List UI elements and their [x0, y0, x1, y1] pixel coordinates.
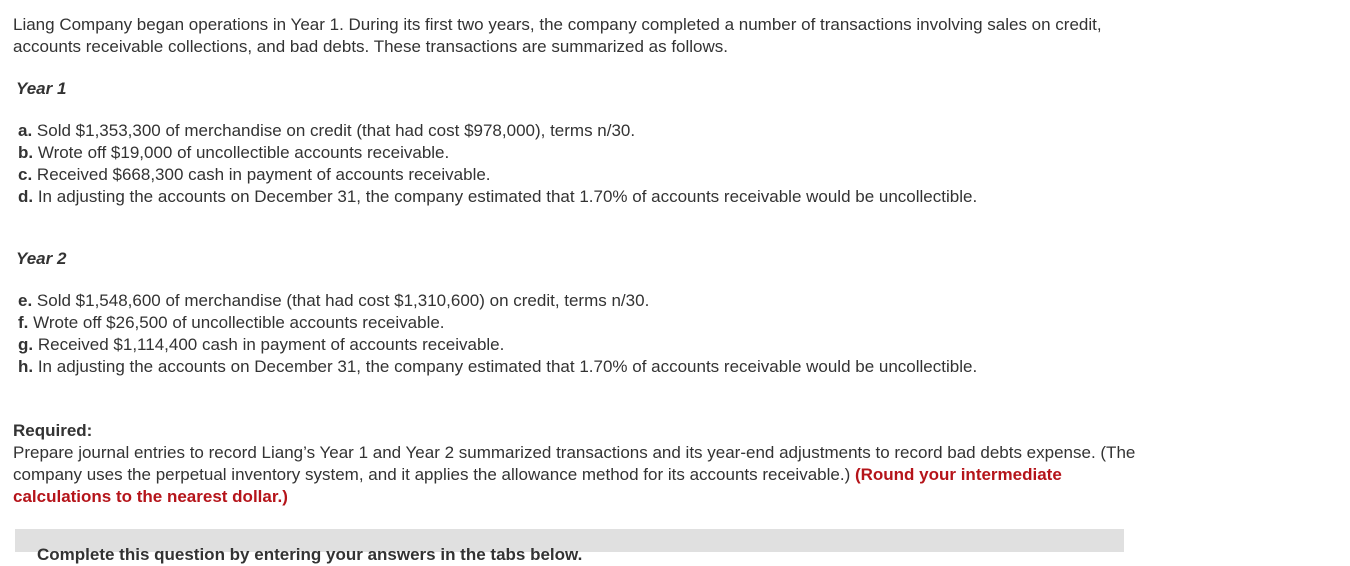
transaction-text: Wrote off $19,000 of uncollectible accounts receivable. — [33, 143, 450, 162]
required-text: Prepare journal entries to record Liang’s Year 1 and Year 2 summarized transactions and its year-end adjustments to record bad debts expense. (The company uses the perpetual inventory system, and it applies the allowance method for its accounts receivable.) — [13, 443, 1136, 484]
transaction-letter: h. — [18, 357, 34, 376]
transaction-text: In adjusting the accounts on December 31, the company estimated that 1.70% of accounts receivable would be uncollectible. — [33, 187, 978, 206]
transaction-item-f — [18, 312, 1143, 334]
transaction-item-h — [18, 356, 1143, 378]
transaction-letter: b. — [18, 143, 34, 162]
answer-tabs-banner — [15, 529, 1124, 564]
transaction-item-c — [18, 164, 1143, 186]
transaction-letter: f. — [18, 313, 29, 332]
required-label: Required: — [13, 421, 93, 440]
transaction-text: Received $668,300 cash in payment of accounts receivable. — [32, 165, 491, 184]
required-instructions — [13, 442, 1141, 508]
required-section — [13, 420, 1143, 508]
transaction-item-d — [18, 186, 1143, 208]
answer-tabs-instruction: Complete this question by entering your answers in the tabs below. — [37, 545, 583, 564]
transaction-letter: a. — [18, 121, 33, 140]
transaction-text: Wrote off $26,500 of uncollectible accounts receivable. — [28, 313, 445, 332]
transaction-item-g — [18, 334, 1143, 356]
transaction-letter: g. — [18, 335, 34, 354]
year1-transaction-list — [13, 120, 1143, 208]
transaction-text: Received $1,114,400 cash in payment of accounts receivable. — [33, 335, 505, 354]
year1-heading: Year 1 — [16, 79, 67, 98]
year2-heading: Year 2 — [16, 249, 67, 268]
transaction-item-a — [18, 120, 1143, 142]
transaction-text: Sold $1,353,300 of merchandise on credit (that had cost $978,000), terms n/30. — [32, 121, 636, 140]
transaction-letter: e. — [18, 291, 33, 310]
transaction-letter: d. — [18, 187, 34, 206]
transaction-text: Sold $1,548,600 of merchandise (that had cost $1,310,600) on credit, terms n/30. — [32, 291, 650, 310]
transaction-letter: c. — [18, 165, 33, 184]
transaction-item-e — [18, 290, 1143, 312]
year2-transaction-list — [13, 290, 1143, 378]
intro-paragraph: Liang Company began operations in Year 1. During its first two years, the company completed a number of transactions involving sales on credit, accounts receivable collections, and bad debts. These transactions are summarized as follows. — [13, 15, 1102, 56]
transaction-item-b — [18, 142, 1143, 164]
problem-content — [13, 14, 1143, 508]
transaction-text: In adjusting the accounts on December 31, the company estimated that 1.70% of accounts receivable would be uncollectible. — [33, 357, 978, 376]
rounding-note: (Round your intermediate calculations to the nearest dollar.) — [13, 465, 1062, 506]
